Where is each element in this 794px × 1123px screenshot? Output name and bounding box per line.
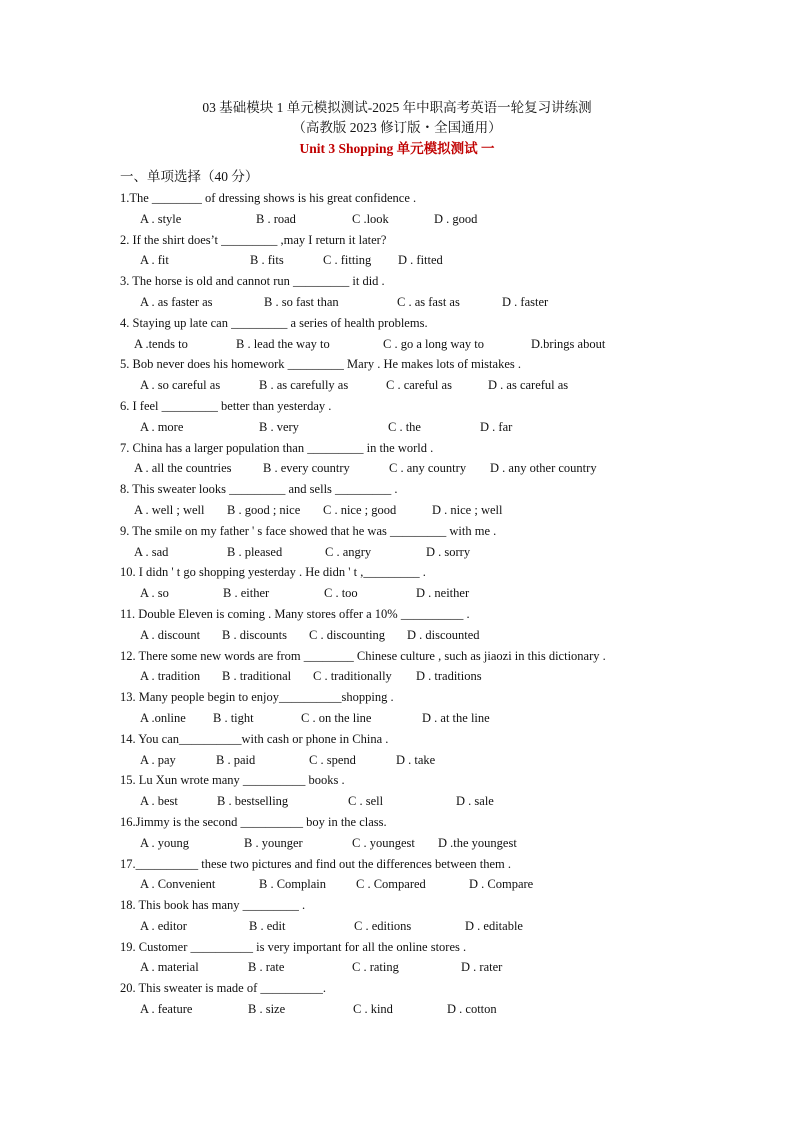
option-a: A . best	[140, 794, 178, 809]
question-item	[120, 687, 740, 729]
option-b: B . lead the way to	[236, 336, 330, 351]
question-stem: 18. This book has many _________ .	[120, 898, 306, 913]
option-b: B . bestselling	[217, 794, 289, 809]
question-options	[120, 542, 740, 563]
question-item	[120, 438, 740, 480]
question-stem: 15. Lu Xun wrote many __________ books .	[120, 773, 345, 788]
option-d: D . traditions	[416, 669, 482, 684]
option-d: D . editable	[465, 918, 523, 933]
question-stem: 2. If the shirt does’t _________ ,may I return it later?	[120, 232, 387, 247]
question-stem: 1.The ________ of dressing shows is his great confidence .	[120, 191, 417, 205]
option-a: A . pay	[140, 752, 176, 767]
question-options	[120, 708, 740, 729]
option-a: A . feature	[140, 1002, 193, 1017]
option-a: A . Convenient	[140, 877, 216, 892]
option-a: A . so careful as	[140, 378, 221, 393]
option-d: D . fitted	[398, 253, 443, 268]
question-stem: 4. Staying up late can _________ a series of health problems.	[120, 315, 428, 330]
question-options	[120, 292, 740, 313]
question-item	[120, 313, 740, 355]
question-item	[120, 978, 740, 1020]
option-a: A . material	[140, 960, 199, 975]
question-stem: 9. The smile on my father ' s face showed that he was _________ with me .	[120, 523, 497, 538]
question-item	[120, 562, 740, 604]
question-stem: 3. The horse is old and cannot run _________ it did .	[120, 274, 385, 289]
option-c: C . fitting	[323, 253, 372, 268]
option-a: A . discount	[140, 627, 201, 642]
option-d: D . cotton	[447, 1002, 497, 1017]
section-title: 一、单项选择（40 分）	[120, 169, 259, 184]
question-item	[120, 354, 740, 396]
option-d: D . rater	[461, 960, 503, 975]
option-c: C . Compared	[356, 877, 426, 892]
question-options	[120, 250, 740, 271]
question-item	[120, 646, 740, 688]
option-b: B . traditional	[222, 669, 292, 684]
option-a: A . sad	[134, 544, 169, 559]
question-item	[120, 604, 740, 646]
option-c: C . go a long way to	[383, 336, 485, 351]
option-b: B . either	[223, 586, 270, 601]
option-c: C . the	[388, 419, 421, 434]
option-a: A . all the countries	[134, 461, 232, 476]
question-options	[120, 458, 740, 479]
question-options	[120, 874, 740, 895]
question-stem: 8. This sweater looks _________ and sells _________ .	[120, 482, 398, 497]
option-c: C . careful as	[386, 378, 452, 393]
option-b: B . discounts	[222, 627, 287, 642]
option-d: D . neither	[416, 586, 470, 601]
question-item	[120, 812, 740, 854]
option-c: C . traditionally	[313, 669, 392, 684]
option-a: A . tradition	[140, 669, 201, 684]
question-stem: 5. Bob never does his homework _________ Mary . He makes lots of mistakes .	[120, 357, 521, 372]
option-c: C . on the line	[301, 710, 372, 725]
option-b: B . as carefully as	[259, 378, 349, 393]
option-a: A . style	[140, 211, 182, 226]
document-header	[0, 98, 794, 160]
option-c: C . angry	[325, 544, 372, 559]
option-c: C . nice ; good	[323, 502, 397, 517]
question-item	[120, 271, 740, 313]
option-d: D . faster	[502, 294, 549, 309]
option-a: A . more	[140, 419, 184, 434]
option-b: B . Complain	[259, 877, 327, 892]
question-item	[120, 937, 740, 979]
question-options	[120, 750, 740, 771]
question-stem: 13. Many people begin to enjoy__________shopping .	[120, 690, 394, 705]
question-item	[120, 230, 740, 272]
question-stem: 12. There some new words are from ________ Chinese culture , such as jiaozi in this dictionary .	[120, 648, 606, 663]
question-options	[120, 583, 740, 604]
option-a: A .online	[140, 710, 186, 725]
option-b: B . good ; nice	[227, 502, 301, 517]
question-item	[120, 854, 740, 896]
question-options	[120, 791, 740, 812]
option-a: A .tends to	[134, 336, 188, 351]
option-d: D . at the line	[422, 710, 490, 725]
unit-subtitle: Unit 3 Shopping 单元模拟测试 一	[299, 141, 495, 156]
option-d: D .the youngest	[438, 835, 517, 850]
option-b: B . younger	[244, 835, 303, 850]
option-d: D . any other country	[490, 461, 597, 476]
question-options	[120, 957, 740, 978]
option-b: B . rate	[248, 960, 285, 975]
option-b: B . tight	[213, 710, 254, 725]
question-options	[120, 999, 740, 1020]
question-stem: 20. This sweater is made of __________.	[120, 981, 326, 996]
option-d: D . take	[396, 752, 436, 767]
option-d: D . sale	[456, 794, 494, 809]
option-a: A . so	[140, 586, 169, 601]
option-c: C . too	[324, 586, 358, 601]
option-c: C . spend	[309, 752, 356, 767]
question-item	[120, 479, 740, 521]
option-b: B . every country	[263, 461, 350, 476]
option-c: C . any country	[389, 461, 467, 476]
option-c: C . youngest	[352, 835, 415, 850]
option-d: D . sorry	[426, 544, 471, 559]
question-options	[120, 666, 740, 687]
option-c: C . editions	[354, 918, 412, 933]
option-d: D . nice ; well	[432, 502, 503, 517]
option-a: A . fit	[140, 253, 169, 268]
option-b: B . edit	[249, 918, 286, 933]
option-a: A . as faster as	[140, 294, 213, 309]
question-options	[120, 500, 740, 521]
question-options	[120, 334, 740, 355]
question-options	[120, 833, 740, 854]
title-line-2: （高教版 2023 修订版・全国通用）	[292, 120, 502, 135]
option-b: B . fits	[250, 253, 284, 268]
option-d: D . discounted	[407, 627, 480, 642]
option-a: A . young	[140, 835, 189, 850]
option-b: B . pleased	[227, 544, 283, 559]
question-stem: 11. Double Eleven is coming . Many stores offer a 10% __________ .	[120, 606, 470, 621]
option-b: B . size	[248, 1002, 286, 1017]
option-c: C .look	[352, 211, 389, 226]
question-options	[120, 209, 740, 230]
option-d: D . Compare	[469, 877, 534, 892]
option-c: C . as fast as	[397, 294, 460, 309]
question-options	[120, 417, 740, 438]
question-options	[120, 625, 740, 646]
option-d: D . good	[434, 211, 478, 226]
question-stem: 10. I didn ' t go shopping yesterday . He didn ' t ,_________ .	[120, 565, 426, 580]
option-d: D . far	[480, 419, 513, 434]
option-b: B . paid	[216, 752, 256, 767]
option-a: A . well ; well	[134, 502, 205, 517]
option-c: C . discounting	[309, 627, 386, 642]
option-b: B . road	[256, 211, 296, 226]
question-item	[120, 770, 740, 812]
option-c: C . kind	[353, 1002, 393, 1017]
question-stem: 19. Customer __________ is very important for all the online stores .	[120, 939, 467, 954]
question-stem: 17.__________ these two pictures and find out the differences between them .	[120, 856, 511, 871]
question-options	[120, 375, 740, 396]
question-item	[120, 396, 740, 438]
option-b: B . so fast than	[264, 294, 339, 309]
question-item	[120, 729, 740, 771]
question-item	[120, 895, 740, 937]
question-stem: 16.Jimmy is the second __________ boy in the class.	[120, 814, 387, 829]
option-b: B . very	[259, 419, 299, 434]
question-stem: 14. You can__________with cash or phone in China .	[120, 731, 389, 746]
title-line-1: 03 基础模块 1 单元模拟测试-2025 年中职高考英语一轮复习讲练测	[202, 100, 592, 115]
option-c: C . sell	[348, 794, 384, 809]
question-item	[120, 521, 740, 563]
option-c: C . rating	[352, 960, 399, 975]
question-options	[120, 916, 740, 937]
option-a: A . editor	[140, 918, 187, 933]
option-d: D.brings about	[531, 336, 606, 351]
question-stem: 6. I feel _________ better than yesterday .	[120, 398, 332, 413]
option-d: D . as careful as	[488, 378, 569, 393]
question-list	[120, 188, 740, 1020]
question-stem: 7. China has a larger population than _________ in the world .	[120, 440, 434, 455]
question-item	[120, 188, 740, 230]
